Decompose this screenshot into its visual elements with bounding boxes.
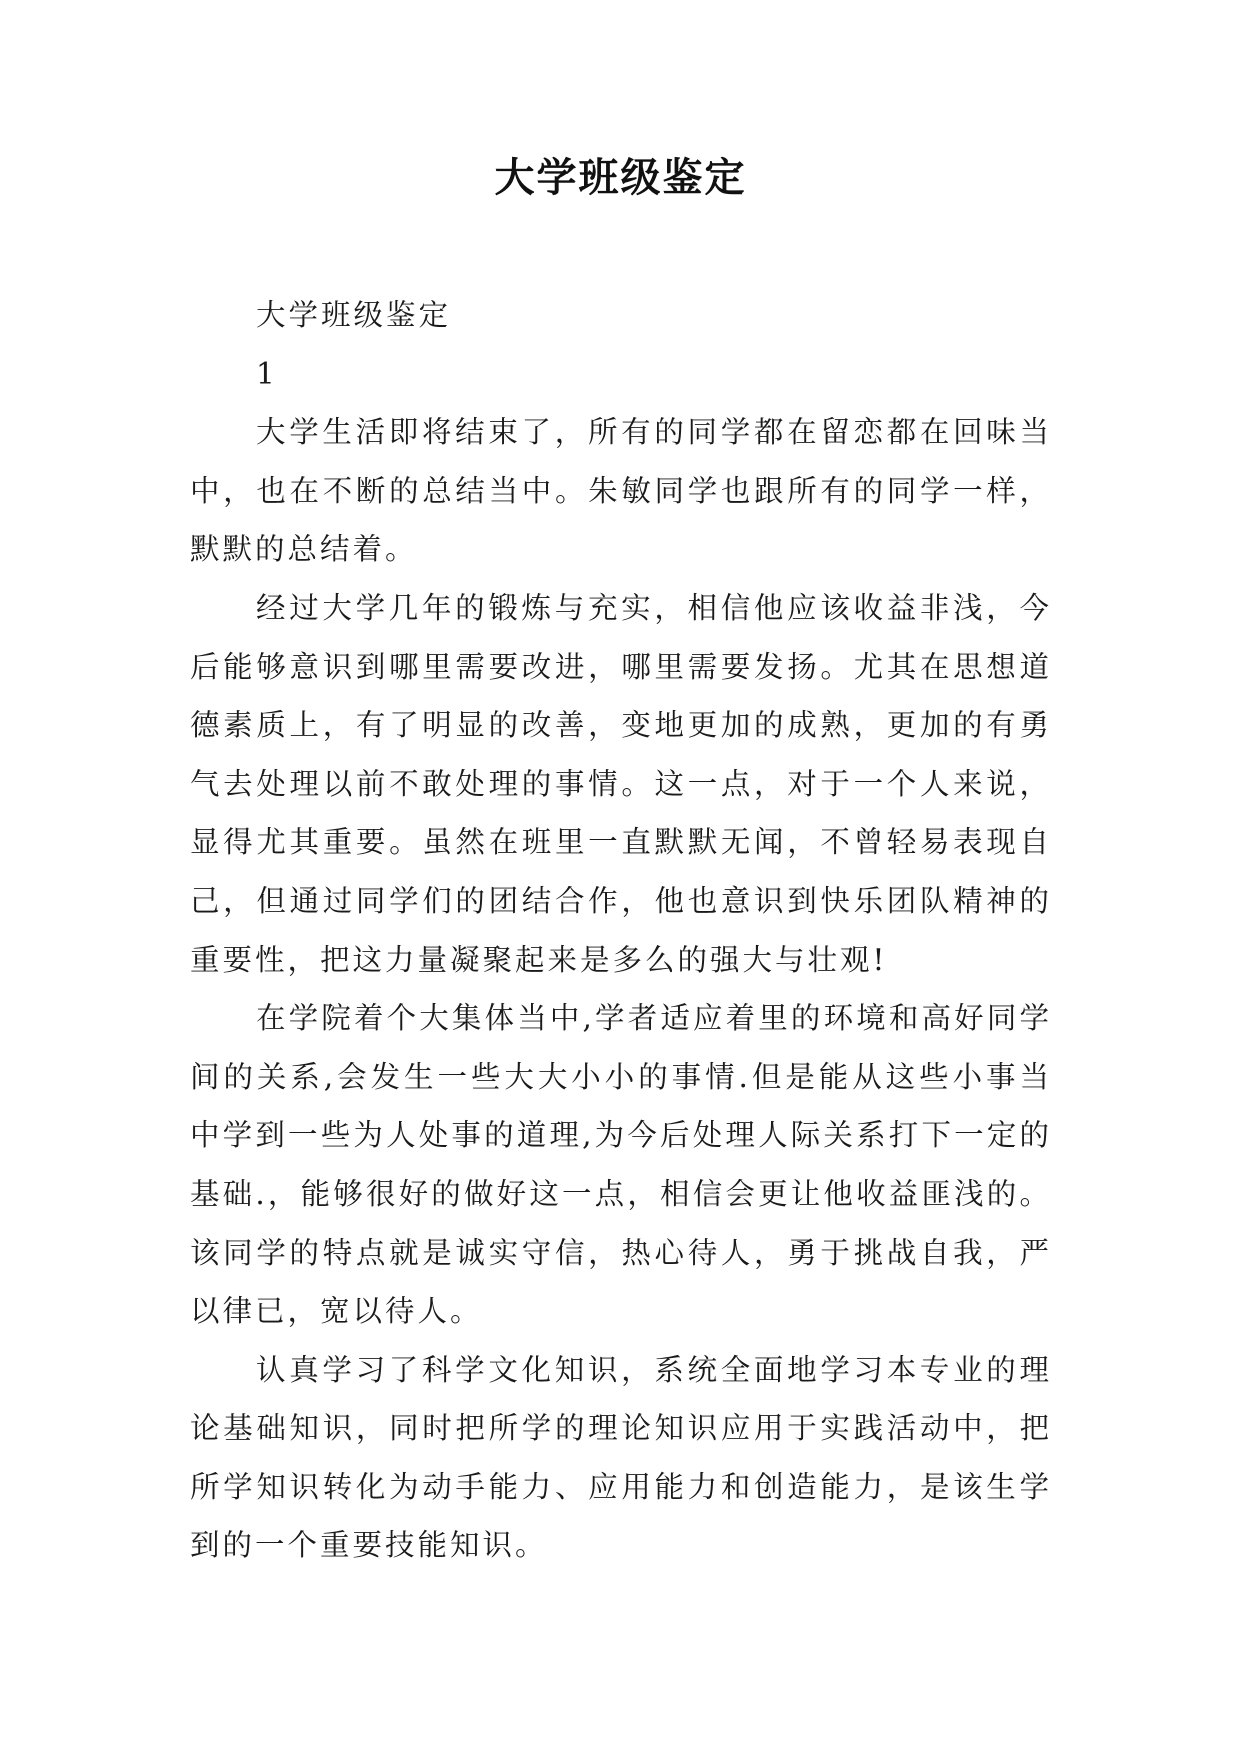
paragraph: 经过大学几年的锻炼与充实，相信他应该收益非浅，今后能够意识到哪里需要改进，哪里需要发扬。尤其在思想道德素质上，有了明显的改善，变地更加的成熟，更加的有勇气去处理以前不敢处理的事情。这一点，对于一个人来说，显得尤其重要。虽然在班里一直默默无闻，不曾轻易表现自己，但通过同学们的团结合作，他也意识到快乐团队精神的重要性，把这力量凝聚起来是多么的强大与壮观! <box>190 590 1052 977</box>
document-title: 大学班级鉴定 <box>494 155 747 201</box>
paragraph: 认真学习了科学文化知识，系统全面地学习本专业的理论基础知识，同时把所学的理论知识应用于实践活动中，把所学知识转化为动手能力、应用能力和创造能力，是该生学到的一个重要技能知识。 <box>190 1352 1052 1563</box>
paragraph: 大学生活即将结束了，所有的同学都在留恋都在回味当中，也在不断的总结当中。朱敏同学也跟所有的同学一样，默默的总结着。 <box>190 415 1052 567</box>
paragraph-number: 1 <box>256 356 278 391</box>
paragraph: 在学院着个大集体当中,学者适应着里的环境和高好同学间的关系,会发生一些大大小小的事情.但是能从这些小事当中学到一些为人处事的道理,为今后处理人际关系打下一定的基础.，能够很好的做好这一点，相信会更让他收益匪浅的。该同学的特点就是诚实守信，热心待人，勇于挑战自我，严以律已，宽以待人。 <box>190 1001 1052 1329</box>
document-body <box>190 286 1052 1575</box>
paragraph-subtitle: 大学班级鉴定 <box>256 298 452 332</box>
